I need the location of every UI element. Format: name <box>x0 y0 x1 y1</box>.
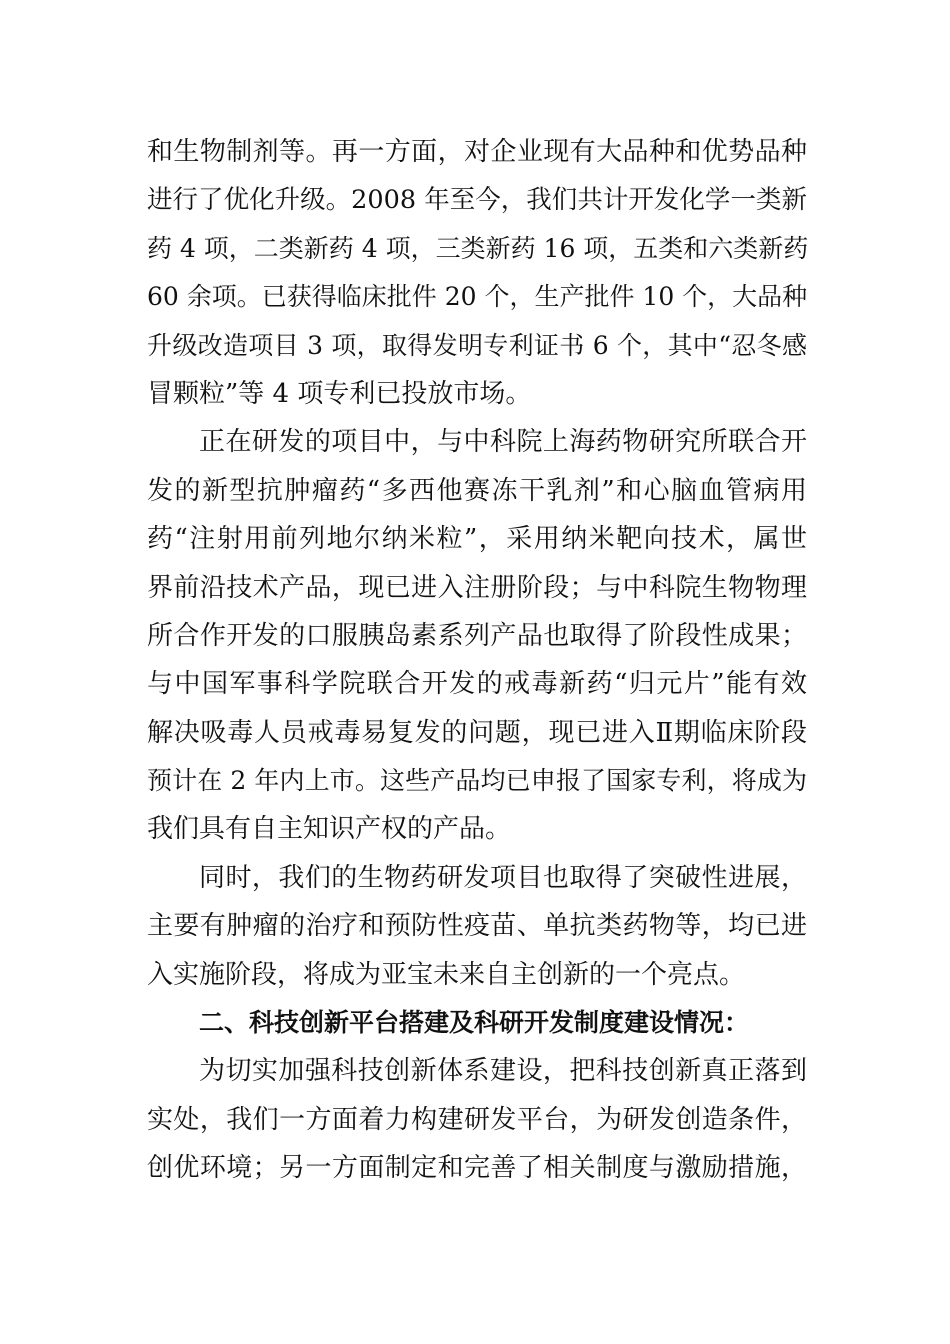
document-body <box>147 128 807 1193</box>
paragraph-4-line-3: 创优环境；另一方面制定和完善了相关制度与激励措施， <box>147 1153 807 1184</box>
section-heading: 二、科技创新平台搭建及科研开发制度建设情况： <box>199 1008 750 1038</box>
paragraph-3-line-3: 入实施阶段，将成为亚宝未来自主创新的一个亮点。 <box>147 959 746 990</box>
paragraph-2-line-5: 所合作开发的口服胰岛素系列产品也取得了阶段性成果； <box>147 620 807 651</box>
paragraph-1-line-3: 药 4 项，二类新药 4 项，三类新药 16 项，五类和六类新药 <box>147 233 809 263</box>
paragraph-1-line-4: 60 余项。已获得临床批件 20 个，生产批件 10 个，大品种 <box>147 282 808 312</box>
paragraph-4-line-2: 实处，我们一方面着力构建研发平台，为研发创造条件， <box>147 1104 807 1135</box>
paragraph-2-line-6: 与中国军事科学院联合开发的戒毒新药“归元片”能有效 <box>147 669 807 700</box>
paragraph-3-line-2: 主要有肿瘤的治疗和预防性疫苗、单抗类药物等，均已进 <box>147 911 807 942</box>
paragraph-2-line-2: 发的新型抗肿瘤药“多西他赛冻干乳剂”和心脑血管病用 <box>147 475 807 506</box>
paragraph-2-line-3: 药“注射用前列地尔纳米粒”，采用纳米靶向技术，属世 <box>147 524 807 555</box>
paragraph-1-line-5: 升级改造项目 3 项，取得发明专利证书 6 个，其中“忍冬感 <box>147 330 807 360</box>
paragraph-1-line-2: 进行了优化升级。2008 年至今，我们共计开发化学一类新 <box>147 185 807 216</box>
paragraph-2-line-4: 界前沿技术产品，现已进入注册阶段；与中科院生物物理 <box>147 572 807 603</box>
paragraph-2-line-7: 解决吸毒人员戒毒易复发的问题，现已进入Ⅱ期临床阶段 <box>147 717 807 748</box>
paragraph-2-line-9: 我们具有自主知识产权的产品。 <box>147 814 512 845</box>
paragraph-4-line-1: 为切实加强科技创新体系建设，把科技创新真正落到 <box>199 1056 807 1087</box>
paragraph-1-line-1: 和生物制剂等。再一方面，对企业现有大品种和优势品种 <box>147 137 807 167</box>
paragraph-2-line-8: 预计在 2 年内上市。这些产品均已申报了国家专利，将成为 <box>147 766 807 796</box>
paragraph-1-line-6: 冒颗粒”等 4 项专利已投放市场。 <box>147 378 532 409</box>
paragraph-3-line-1: 同时，我们的生物药研发项目也取得了突破性进展， <box>199 862 807 893</box>
paragraph-2-line-1: 正在研发的项目中，与中科院上海药物研究所联合开 <box>199 427 807 458</box>
